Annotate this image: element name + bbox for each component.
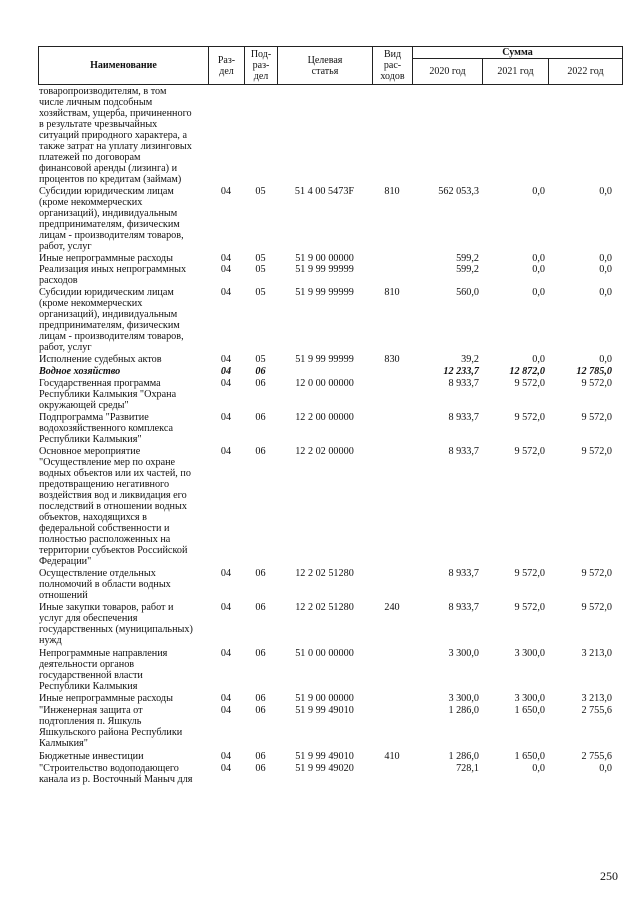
row-target: 51 9 99 99999 [295,264,354,275]
row-sum-2020: 8 933,7 [448,412,479,423]
row-expense-type [372,253,412,264]
row-sum-2020 [412,86,482,185]
table-row [38,253,622,264]
row-subsection: 06 [255,693,266,704]
row-sum-2020: 728,1 [456,763,479,774]
row-sum-2021: 3 300,0 [514,693,545,704]
row-sum-2021: 1 650,0 [514,751,545,762]
row-subsection: 06 [255,412,266,423]
row-name: товаропроизводителям, в том числе личным подсобным хозяйствам, ущерба, причиненного в результате чрезвычайных ситуаций природного характера, а также затрат на уплату лизинговых платежей по договорам финансовой аренды (лизинга) и процентов по кредитам (займам) [39,86,192,185]
table-row [38,287,622,353]
row-sum-2020: 12 233,7 [443,366,479,377]
row-section: 04 [220,602,232,613]
row-expense-type: 240 [384,602,400,613]
row-expense-type [372,264,412,286]
row-sum-2022: 0,0 [599,763,612,774]
table-row [38,366,622,377]
row-sum-2022: 0,0 [599,186,612,197]
row-subsection: 06 [255,602,266,613]
row-sum-2020: 8 933,7 [448,602,479,613]
table-row [38,693,622,704]
row-sum-2021: 9 572,0 [514,568,545,579]
table-row [38,705,622,749]
row-section: 04 [220,446,232,457]
row-expense-type [372,568,412,601]
row-target: 51 9 99 99999 [295,354,354,365]
table-row [38,648,622,692]
row-subsection: 06 [255,366,266,377]
row-sum-2021: 9 572,0 [514,412,545,423]
row-expense-type: 810 [384,186,400,197]
row-subsection: 05 [255,264,266,275]
row-expense-type: 810 [384,287,400,298]
row-sum-2021: 0,0 [532,253,545,264]
row-subsection: 05 [255,186,266,197]
row-expense-type: 830 [384,354,400,365]
row-name: Государственная программа Республики Калмыкия "Охрана окружающей среды" [39,378,177,411]
row-section: 04 [220,186,232,197]
row-sum-2021: 0,0 [532,763,545,774]
row-sum-2022: 12 785,0 [576,366,612,377]
row-section: 04 [220,412,232,423]
row-sum-2020: 3 300,0 [448,648,479,659]
row-name: Реализация иных непрограммных расходов [39,264,187,286]
row-target: 12 2 00 00000 [295,412,354,423]
row-sum-2020: 1 286,0 [448,751,479,762]
row-section: 04 [220,253,232,264]
row-sum-2021: 0,0 [532,186,545,197]
table-row [38,763,622,785]
row-subsection: 05 [255,354,266,365]
table-row [38,751,622,762]
row-name: Иные закупки товаров, работ и услуг для обеспечения государственных (муниципальных) нужд [39,602,193,646]
row-expense-type [372,763,412,785]
row-sum-2022: 0,0 [599,354,612,365]
row-sum-2020: 8 933,7 [448,446,479,457]
row-sum-2021: 0,0 [532,264,545,275]
table-row [38,568,622,601]
row-sum-2020: 39,2 [461,354,479,365]
table-row [38,186,622,252]
row-sum-2020: 562 053,3 [438,186,479,197]
row-target: 12 2 02 51280 [295,568,354,579]
row-section: 04 [220,354,232,365]
row-name: Бюджетные инвестиции [39,751,144,762]
row-section: 04 [220,763,232,774]
row-sum-2020: 599,2 [456,264,479,275]
table-row [38,86,622,185]
header-target: Целевая статья [278,47,373,85]
row-section: 04 [220,264,232,275]
row-subsection: 06 [255,648,266,659]
row-sum-2020: 560,0 [456,287,479,298]
row-sum-2022: 3 213,0 [581,648,612,659]
row-subsection: 06 [255,568,266,579]
row-target: 12 2 02 51280 [295,602,354,613]
header-name: Наименование [39,47,209,85]
row-sum-2021: 3 300,0 [514,648,545,659]
row-sum-2022: 9 572,0 [581,568,612,579]
row-target: 51 9 99 49010 [295,751,354,762]
row-section [208,86,244,185]
row-sum-2022: 3 213,0 [581,693,612,704]
row-section: 04 [220,693,232,704]
row-name: Иные непрограммные расходы [39,253,173,264]
header-year-2022: 2022 год [549,59,623,85]
row-sum-2021: 12 872,0 [509,366,545,377]
row-sum-2020: 8 933,7 [448,568,479,579]
row-sum-2020: 599,2 [456,253,479,264]
row-subsection: 06 [255,378,266,389]
table-body [38,86,622,785]
row-section: 04 [220,568,232,579]
header-year-2020: 2020 год [413,59,483,85]
row-sum-2022: 9 572,0 [581,446,612,457]
row-name: "Инженерная защита от подтопления п. Яшкуль Яшкульского района Республики Калмыкия" [39,705,183,749]
header-year-2021: 2021 год [483,59,549,85]
row-section: 04 [220,287,232,298]
table-row [38,354,622,365]
row-subsection [244,86,277,185]
row-expense-type [372,648,412,692]
row-target: 51 0 00 00000 [295,648,354,659]
row-name: Осуществление отдельных полномочий в области водных отношений [39,568,171,601]
row-name: Основное мероприятие "Осуществление мер по охране водных объектов или их частей, по предотвращению негативного воздействия вод и ликвидация его последствий в отношении водных объектов, находящихся в федеральной собственности и полностью расположенных на территории субъектов Российской Федерации" [39,446,191,567]
table-row [38,602,622,646]
row-target: 51 9 00 00000 [295,693,354,704]
row-sum-2021: 0,0 [532,287,545,298]
row-expense-type [372,693,412,704]
header-expense-type: Вид рас- ходов [373,47,413,85]
row-sum-2022: 9 572,0 [581,602,612,613]
budget-table [38,46,622,785]
row-target: 12 0 00 00000 [295,378,354,389]
row-subsection: 06 [255,446,266,457]
row-subsection: 06 [255,705,266,716]
row-sum-2021 [482,86,548,185]
row-section: 04 [220,648,232,659]
table-row [38,264,622,286]
row-target: 51 9 00 00000 [295,253,354,264]
row-sum-2022: 9 572,0 [581,378,612,389]
row-name: Субсидии юридическим лицам (кроме некоммерческих организаций), индивидуальным предпринимателям, физическим лицам - производителям товаров, работ, услуг [39,287,184,353]
header-subsection: Под- раз- дел [245,47,278,85]
row-expense-type [372,86,412,185]
row-sum-2021: 9 572,0 [514,378,545,389]
page-number: 250 [600,869,618,883]
row-target: 51 4 00 5473F [294,186,355,197]
table-row [38,412,622,445]
row-name: Водное хозяйство [39,366,121,377]
row-expense-type [372,705,412,749]
row-expense-type: 410 [384,751,400,762]
row-sum-2021: 9 572,0 [514,446,545,457]
row-sum-2022: 0,0 [599,264,612,275]
row-expense-type [372,412,412,445]
row-target [277,366,372,377]
row-subsection: 05 [255,253,266,264]
row-sum-2021: 0,0 [532,354,545,365]
row-target: 12 2 02 00000 [295,446,354,457]
header-sum: Сумма [413,47,623,59]
row-target [277,86,372,185]
row-section: 04 [220,705,232,716]
table-row [38,378,622,411]
row-sum-2021: 9 572,0 [514,602,545,613]
row-sum-2020: 1 286,0 [448,705,479,716]
row-sum-2022: 2 755,6 [581,751,612,762]
row-sum-2022 [548,86,622,185]
row-expense-type [372,366,412,377]
row-sum-2022: 9 572,0 [581,412,612,423]
row-section: 04 [220,378,232,389]
row-target: 51 9 99 49010 [295,705,354,716]
row-sum-2022: 0,0 [599,287,612,298]
row-expense-type [372,446,412,567]
row-name: Субсидии юридическим лицам (кроме некоммерческих организаций), индивидуальным предпринимателям, физическим лицам - производителям товаров, работ, услуг [39,186,184,252]
row-subsection: 06 [255,763,266,774]
row-section: 04 [220,751,232,762]
row-sum-2020: 8 933,7 [448,378,479,389]
row-subsection: 05 [255,287,266,298]
row-sum-2021: 1 650,0 [514,705,545,716]
row-target: 51 9 99 49020 [295,763,354,774]
header-section: Раз- дел [209,47,245,85]
row-sum-2020: 3 300,0 [448,693,479,704]
table-header [38,46,623,85]
row-name: Подпрограмма "Развитие водохозяйственного комплекса Республики Калмыкия" [39,412,174,445]
row-name: Исполнение судебных актов [39,354,162,365]
row-target: 51 9 99 99999 [295,287,354,298]
row-expense-type [372,378,412,411]
row-name: Непрограммные направления деятельности органов государственной власти Республики Калмыкия [39,648,168,692]
row-section: 04 [220,366,232,377]
row-name: "Строительство водоподающего канала из р. Восточный Маныч для [39,763,193,785]
row-sum-2022: 2 755,6 [581,705,612,716]
row-name: Иные непрограммные расходы [39,693,173,704]
row-subsection: 06 [255,751,266,762]
table-row [38,446,622,567]
row-sum-2022: 0,0 [599,253,612,264]
